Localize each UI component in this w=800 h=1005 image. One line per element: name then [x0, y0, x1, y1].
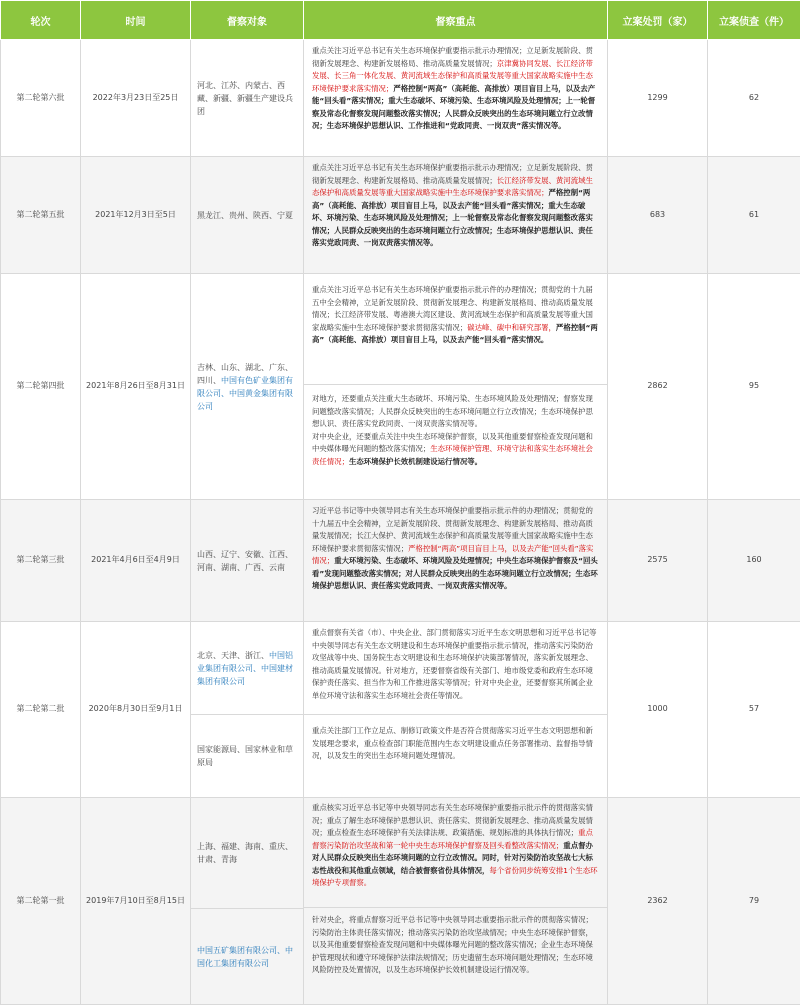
targets-cell — [191, 500, 304, 622]
targets-block-local — [191, 798, 303, 908]
investigation-cell: 62 — [708, 40, 800, 157]
penalty-cell: 1299 — [608, 40, 708, 157]
targets-cell — [191, 798, 304, 1005]
targets-block-local — [191, 622, 303, 714]
focus-block-company — [304, 907, 607, 979]
investigation-cell: 160 — [708, 500, 800, 622]
focus-bold-text: 生态环境保护长效机制建设运行情况等。 — [348, 456, 483, 466]
focus-block-department — [304, 714, 607, 767]
focus-cell — [304, 274, 608, 500]
focus-text: 针对央企，将重点督察习近平总书记等中央领导同志重要指示批示件的贯彻落实情况；污染防治主体责任落实情况；推动落实污染防治攻坚战情况；中央生态环境保护督察，以及其他重要督察检查发现问题和中央媒体曝光问题的整改落实情况；企业生态环境保护管理现状和遵守环境保护法律法规情况；历史遗留生态环境问题处理情况；生态环境风险防控及处置情况，以及生态环境保护长效机制建设运行情况等。 — [312, 915, 593, 974]
focus-cell — [304, 40, 608, 157]
round-cell: 第二轮第四批 — [1, 274, 81, 500]
targets-cell — [191, 622, 304, 798]
time-cell: 2022年3月23日至25日 — [81, 40, 191, 157]
focus-bold-text: 重点督办对人民群众反映突出生态环境问题的立行立改情况。同时，针对污染防治攻坚战七大标志性战役和其他重点领域，结合被督察省份具体情况， — [312, 840, 593, 875]
time-cell: 2021年12月3日至5日 — [81, 157, 191, 274]
focus-text: 对地方，还要重点关注重大生态破坏、环境污染、生态环境风险及处理情况；督察发现问题整改落实情况；人民群众反映突出的生态环境问题立行立改情况；生态环境保护思想认识、责任落实党政同责、一岗双责落实情况等。 — [312, 394, 593, 428]
targets-cell — [191, 274, 304, 500]
investigation-cell: 95 — [708, 274, 800, 500]
time-cell: 2020年8月30日至9月1日 — [81, 622, 191, 798]
round-cell: 第二轮第二批 — [1, 622, 81, 798]
focus-highlight-text: 严格控制“两高”项目盲目上马，以及去产能“回头看”落实情况； — [312, 543, 594, 565]
target-text: 上海、福建、海南、重庆、甘肃、青海 — [197, 842, 293, 864]
target-text: 黑龙江、贵州、陕西、宁夏 — [197, 210, 293, 220]
penalty-cell: 2575 — [608, 500, 708, 622]
targets-block-department — [191, 714, 303, 797]
target-company-text: 中国有色矿业集团有限公司、中国黄金集团有限公司 — [197, 375, 293, 411]
penalty-cell: 2862 — [608, 274, 708, 500]
focus-highlight-text: 长江经济带发展、黄河流域生态保护和高质量发展等重大国家战略实施中生态环境保护要求落实情况； — [312, 175, 593, 197]
investigation-cell: 57 — [708, 622, 800, 798]
time-cell: 2021年8月26日至8月31日 — [81, 274, 191, 500]
focus-block-local — [304, 798, 607, 907]
targets-cell — [191, 157, 304, 274]
focus-highlight-text: 重点督察污染防治攻坚战和第一轮中央生态环境保护督察及回头看整改落实情况； — [312, 828, 593, 850]
focus-cell — [304, 622, 608, 798]
targets-cell — [191, 40, 304, 157]
focus-text: 对中央企业，还要重点关注中央生态环境保护督察，以及其他重要督察检查发现问题和中央媒体曝光问题的整改落实情况； — [312, 431, 593, 453]
focus-cell — [304, 798, 608, 1005]
focus-bold-text: 严格控制“两高”（高耗能、高排放）项目盲目上马，以及去产能“回头看”落实情况；重大生态破坏、环境污染、生态环境风险及处理情况；上一轮督察及常态化督察发现问题整改落实情况；人民群众反映突出的生态环境问题立行立改情况；生态环境保护思想认识、责任落实党政同责、一岗双责落实情况等。 — [312, 188, 593, 247]
focus-highlight-text: 京津冀协同发展、长江经济带发展、长三角一体化发展、黄河流域生态保护和高质量发展等重大国家战略实施中生态环境保护要求落实情况； — [312, 58, 593, 93]
focus-highlight-text: 生态环境保护管理、环境守法和落实生态环境社会责任情况； — [312, 444, 593, 466]
focus-block-specific — [304, 384, 607, 472]
target-text: 河北、江苏、内蒙古、西藏、新疆、新疆生产建设兵团 — [197, 80, 293, 116]
header-targets: 督察对象 — [191, 1, 304, 40]
focus-bold-text: 重大环境污染、生态破坏、环境风险及处理情况；中央生态环境保护督察及“回头看”发现问题整改落实情况；对人民群众反映突出的生态环境问题立行立改情况；生态环境保护思想认识、责任落实党政同责、一岗双责落实情况等。 — [312, 556, 598, 590]
focus-cell — [304, 157, 608, 274]
header-row — [1, 1, 800, 40]
focus-text: 习近平总书记等中央领导同志有关生态环境保护重要指示批示件的办理情况；贯彻党的十九届五中全会精神，立足新发展阶段、贯彻新发展理念、构建新发展格局、推动高质量发展情况；长江大保护、黄河流域生态保护和高质量发展等重大国家战略实施中生态环境保护要求贯彻落实情况； — [312, 506, 593, 553]
penalty-cell: 683 — [608, 157, 708, 274]
focus-text: 重点关注习近平总书记有关生态环境保护重要指示批示件的办理情况；贯彻党的十九届五中全会精神，立足新发展阶段、贯彻新发展理念、构建新发展格局、推动高质量发展情况；长江经济带发展、粤港澳大湾区建设、黄河流域生态保护和高质量发展等重大国家战略实施中生态环境保护要求贯彻落实情况； — [312, 285, 593, 332]
investigation-cell: 61 — [708, 157, 800, 274]
round-cell: 第二轮第三批 — [1, 500, 81, 622]
header-time: 时间 — [81, 1, 191, 40]
focus-text: 重点关注习近平总书记有关生态环境保护重要指示批示办理情况；立足新发展阶段、贯彻新发展理念、构建新发展格局、推动高质量发展情况； — [312, 163, 593, 185]
header-investigation: 立案侦查（件） — [708, 1, 800, 40]
penalty-cell: 2362 — [608, 798, 708, 1005]
target-text: 北京、天津、浙江、 — [197, 650, 269, 660]
focus-block-general — [304, 622, 607, 714]
focus-text: 重点关注习近平总书记有关生态环境保护重要指示批示办理情况；立足新发展阶段、贯彻新发展理念、构建新发展格局、推动高质量发展情况； — [312, 46, 593, 68]
round-cell: 第二轮第六批 — [1, 40, 81, 157]
time-cell: 2019年7月10日至8月15日 — [81, 798, 191, 1005]
focus-highlight-text: 碳达峰、碳中和研究部署， — [467, 322, 556, 332]
table-row — [1, 500, 800, 622]
header-round: 轮次 — [1, 1, 81, 40]
table-row — [1, 798, 800, 1005]
focus-bold-text: 严格控制“两高”（高耗能、高排放）项目盲目上马，以及去产能“回头看”落实情况。 — [312, 322, 598, 344]
focus-block-general — [304, 274, 607, 384]
table-row — [1, 622, 800, 798]
table-row — [1, 157, 800, 274]
time-cell: 2021年4月6日至4月9日 — [81, 500, 191, 622]
penalty-cell: 1000 — [608, 622, 708, 798]
target-company-text: 中国五矿集团有限公司、中国化工集团有限公司 — [197, 945, 293, 968]
focus-cell — [304, 500, 608, 622]
round-cell: 第二轮第一批 — [1, 798, 81, 1005]
round-cell: 第二轮第五批 — [1, 157, 81, 274]
header-penalty: 立案处罚（家） — [608, 1, 708, 40]
target-text: 山西、辽宁、安徽、江西、河南、湖南、广西、云南 — [197, 549, 293, 572]
focus-text: 重点核实习近平总书记等中央领导同志有关生态环境保护重要指示批示件的贯彻落实情况；重点了解生态环境保护思想认识、责任落实、贯彻新发展理念、推动高质量发展情况；重点检查生态环境保护有关法律法规、政策措施、规划标准的具体执行情况； — [312, 803, 593, 837]
focus-text: 重点关注部门工作立足点、制修订政策文件是否符合贯彻落实习近平生态文明思想和新发展理念要求，重点检查部门职能范围内生态文明建设重点任务部署推动、监督指导情况，以及发生的突出生态环境问题处理情况。 — [312, 726, 593, 760]
targets-block-company — [191, 908, 303, 1004]
target-company-text: 中国铝业集团有限公司、中国建材集团有限公司 — [197, 650, 293, 686]
target-text: 国家能源局、国家林业和草原局 — [197, 745, 293, 767]
table-row — [1, 274, 800, 500]
target-text: 吉林、山东、湖北、广东、四川、 — [197, 362, 293, 385]
header-focus: 督察重点 — [304, 1, 608, 40]
investigation-cell: 79 — [708, 798, 800, 1005]
table-row — [1, 40, 800, 157]
focus-text: 重点督察有关省（市）、中央企业、部门贯彻落实习近平生态文明思想和习近平总书记等中央领导同志有关生态文明建设和生态环境保护重要指示批示情况，推动落实污染防治攻坚战等中央、国务院生态文明建设和生态环境保护决策部署情况，落实新发展理念、推动高质量发展情况。针对地方，还要督察省级有关部门、地市级党委和政府生态环境保护责任落实、担当作为和工作推进落实等情况；针对中央企业，还要督察其所属企业单位环境守法和落实生态环境社会责任等情况。 — [312, 628, 597, 700]
focus-highlight-text: 每个省份同步统筹安排1个生态环境保护专项督察。 — [312, 865, 598, 887]
focus-bold-text: 严格控制“两高”（高耗能、高排放）项目盲目上马，以及去产能“回头看”落实情况；重大生态破坏、环境污染、生态环境风险及处理情况；上一轮督察及常态化督察发现问题整改落实情况；人民群众反映突出的生态环境问题立行立改情况；生态环境保护思想认识、工作推进和“党政同责、一岗双责”落实情况等。 — [312, 83, 596, 130]
